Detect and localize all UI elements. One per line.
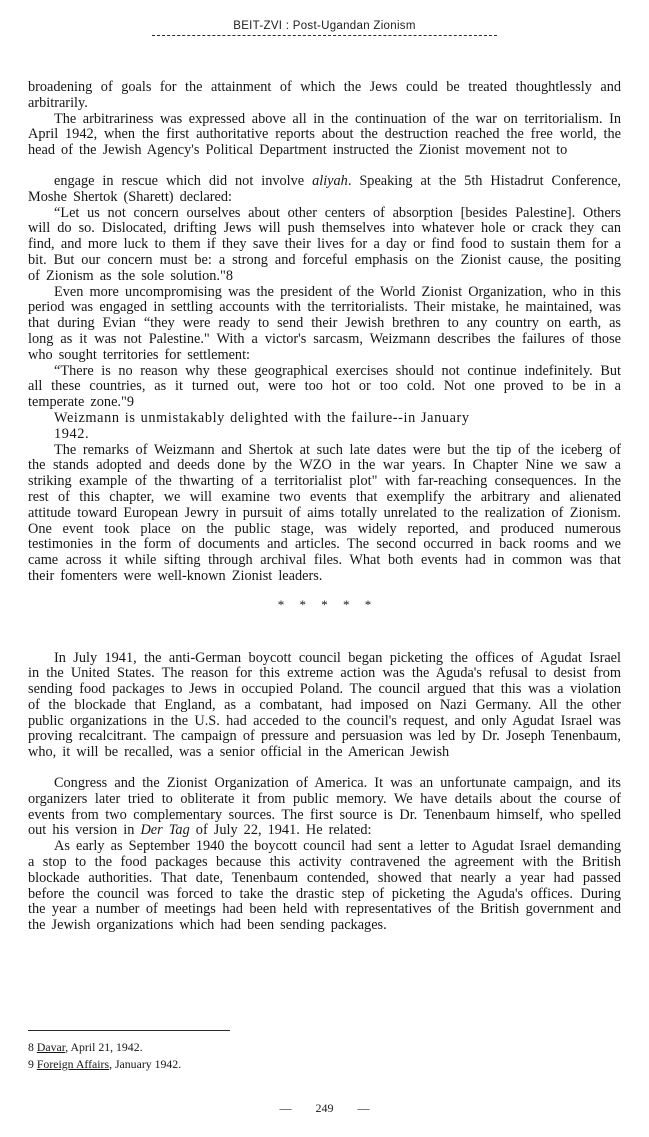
header-rule (152, 35, 497, 36)
footnote-list (28, 1039, 621, 1072)
body-text: In July 1941, the anti-German boycott council began picketing the offices of Agudat Israel in the United States. The reason for this extreme action was the Aguda's refusal to desist from sending food packages to Jews in occupied Poland. The council argued that this was a violation of the blockade that England, as a combatant, had imposed on Nazi Germany. All the other public organizations in the U.S. had acceded to the council's request, and only Agudat Israel was proving recalcitrant. The campaign of pressure and persuasion was led by Dr. Joseph Tenenbaum, who, it will be recalled, was a senior official in the American Jewish (28, 649, 621, 761)
body-text: broadening of goals for the attainment of which the Jews could be treated thoughtlessly and arbitrarily. (28, 80, 621, 111)
paragraph (28, 443, 621, 585)
page-number-left-dash: — (279, 1101, 292, 1115)
body-text: . Speaking at the 5th Histadrut Conference, Moshe Shertok (Sharett) declared: (28, 172, 621, 205)
body-text: “Let us not concern ourselves about other centers of absorption [besides Palestine]. Others will do so. Dislocated, drifting Jews will push themselves into whatever hole or crack they can find, and more luck to them if they save their lives for a day or find food to sustain them for a bit. But our concern must be: a strong and forceful emphasis on the Zionist cause, the positing of Zionism as the sole solution."8 (28, 204, 621, 284)
body-text: Even more uncompromising was the president of the World Zionist Organization, who in this period was engaged in settling accounts with the territorialists. Their mistake, he maintained, was that during Evian “they were ready to send their Jewish brethren to any country on earth, as long as it was not Palestine." With a victor's sarcasm, Weizmann describes the failures of those who sought territories for settlement: (28, 283, 621, 363)
footnote (28, 1039, 621, 1056)
page-number (0, 1101, 649, 1116)
body-text: The remarks of Weizmann and Shertok at such late dates were but the tip of the iceberg of the stands adopted and deeds done by the WZO in the war years. In Chapter Nine we saw a striking example of the thwarting of a territorialist plot" with far-reaching consequences. In the rest of this chapter, we will examine two events that exemplify the arbitrary and alienated attitude toward European Jewry in pursuit of aims totally unrelated to the realization of Zionism. One event took place on the public stage, was widely reported, and produced numerous testimonies in the form of documents and articles. The second occurred in back rooms and we came across it while sifting through archival files. What both events had in common was that their fomenters were well-known Zionist leaders. (28, 441, 621, 584)
italic-text: Der Tag (140, 822, 190, 839)
footnote-marker: 9 (28, 1056, 37, 1071)
footnote-rule (28, 1030, 230, 1031)
paragraph (28, 80, 621, 112)
paragraph (28, 839, 621, 934)
paragraph (28, 364, 621, 411)
body-text: of July 22, 1941. He related: (189, 822, 372, 839)
paragraph (28, 112, 621, 159)
body-text: The arbitrariness was expressed above all in the continuation of the war on territorialism. In April 1942, when the first authoritative reports about the destruction reached the free world, the head of the Jewish Agency's Political Department instructed the Zionist movement not to (28, 110, 621, 159)
section-separator: * * * * * (277, 596, 372, 612)
body-text: Congress and the Zionist Organization of America. It was an unfortunate campaign, and its organizers later tried to obliterate it from public memory. We have details about the course of events from two complementary sources. The first source is Dr. Tenenbaum himself, who spelled out his version in (28, 775, 621, 839)
footnote-detail: , January 1942. (109, 1056, 182, 1071)
running-head: BEIT-ZVI : Post-Ugandan Zionism (233, 20, 416, 32)
footnote-area (28, 1030, 621, 1072)
italic-text: aliyah (312, 172, 348, 189)
page-number-value: 249 (315, 1101, 334, 1115)
body-text: “There is no reason why these geographical exercises should not continue indefinitely. But all these countries, as it turned out, were too hot or too cold. Not one proved to be in a temperate zone."9 (28, 362, 621, 411)
footnote (28, 1056, 621, 1073)
paragraph: Weizmann is unmistakably delighted with the failure--in January 1942. (54, 409, 470, 442)
paragraph (28, 651, 621, 762)
page-body (28, 80, 621, 1025)
footnote-marker: 8 (28, 1040, 37, 1054)
body-text: engage in rescue which did not involve (54, 172, 313, 189)
footnote-detail: , April 21, 1942. (65, 1040, 143, 1054)
footnote-source: Davar (36, 1040, 66, 1054)
paragraph (28, 285, 621, 364)
page-number-right-dash: — (357, 1101, 370, 1115)
paragraph (28, 206, 621, 285)
body-text: As early as September 1940 the boycott council had sent a letter to Agudat Israel demanding a stop to the food packages because this activity contravened the agreement with the British blockade authorities. That date, Tenenbaum contended, showed that nearly a year had passed before the council was forced to take the drastic step of picketing the Aguda's offices. During the year a number of meetings had been held with representatives of the British government and the Jewish organizations which had been sending packages. (28, 838, 621, 934)
footnote-source: Foreign Affairs (36, 1056, 110, 1071)
page-header (0, 20, 649, 36)
paragraph (28, 174, 621, 206)
paragraph (28, 776, 621, 839)
